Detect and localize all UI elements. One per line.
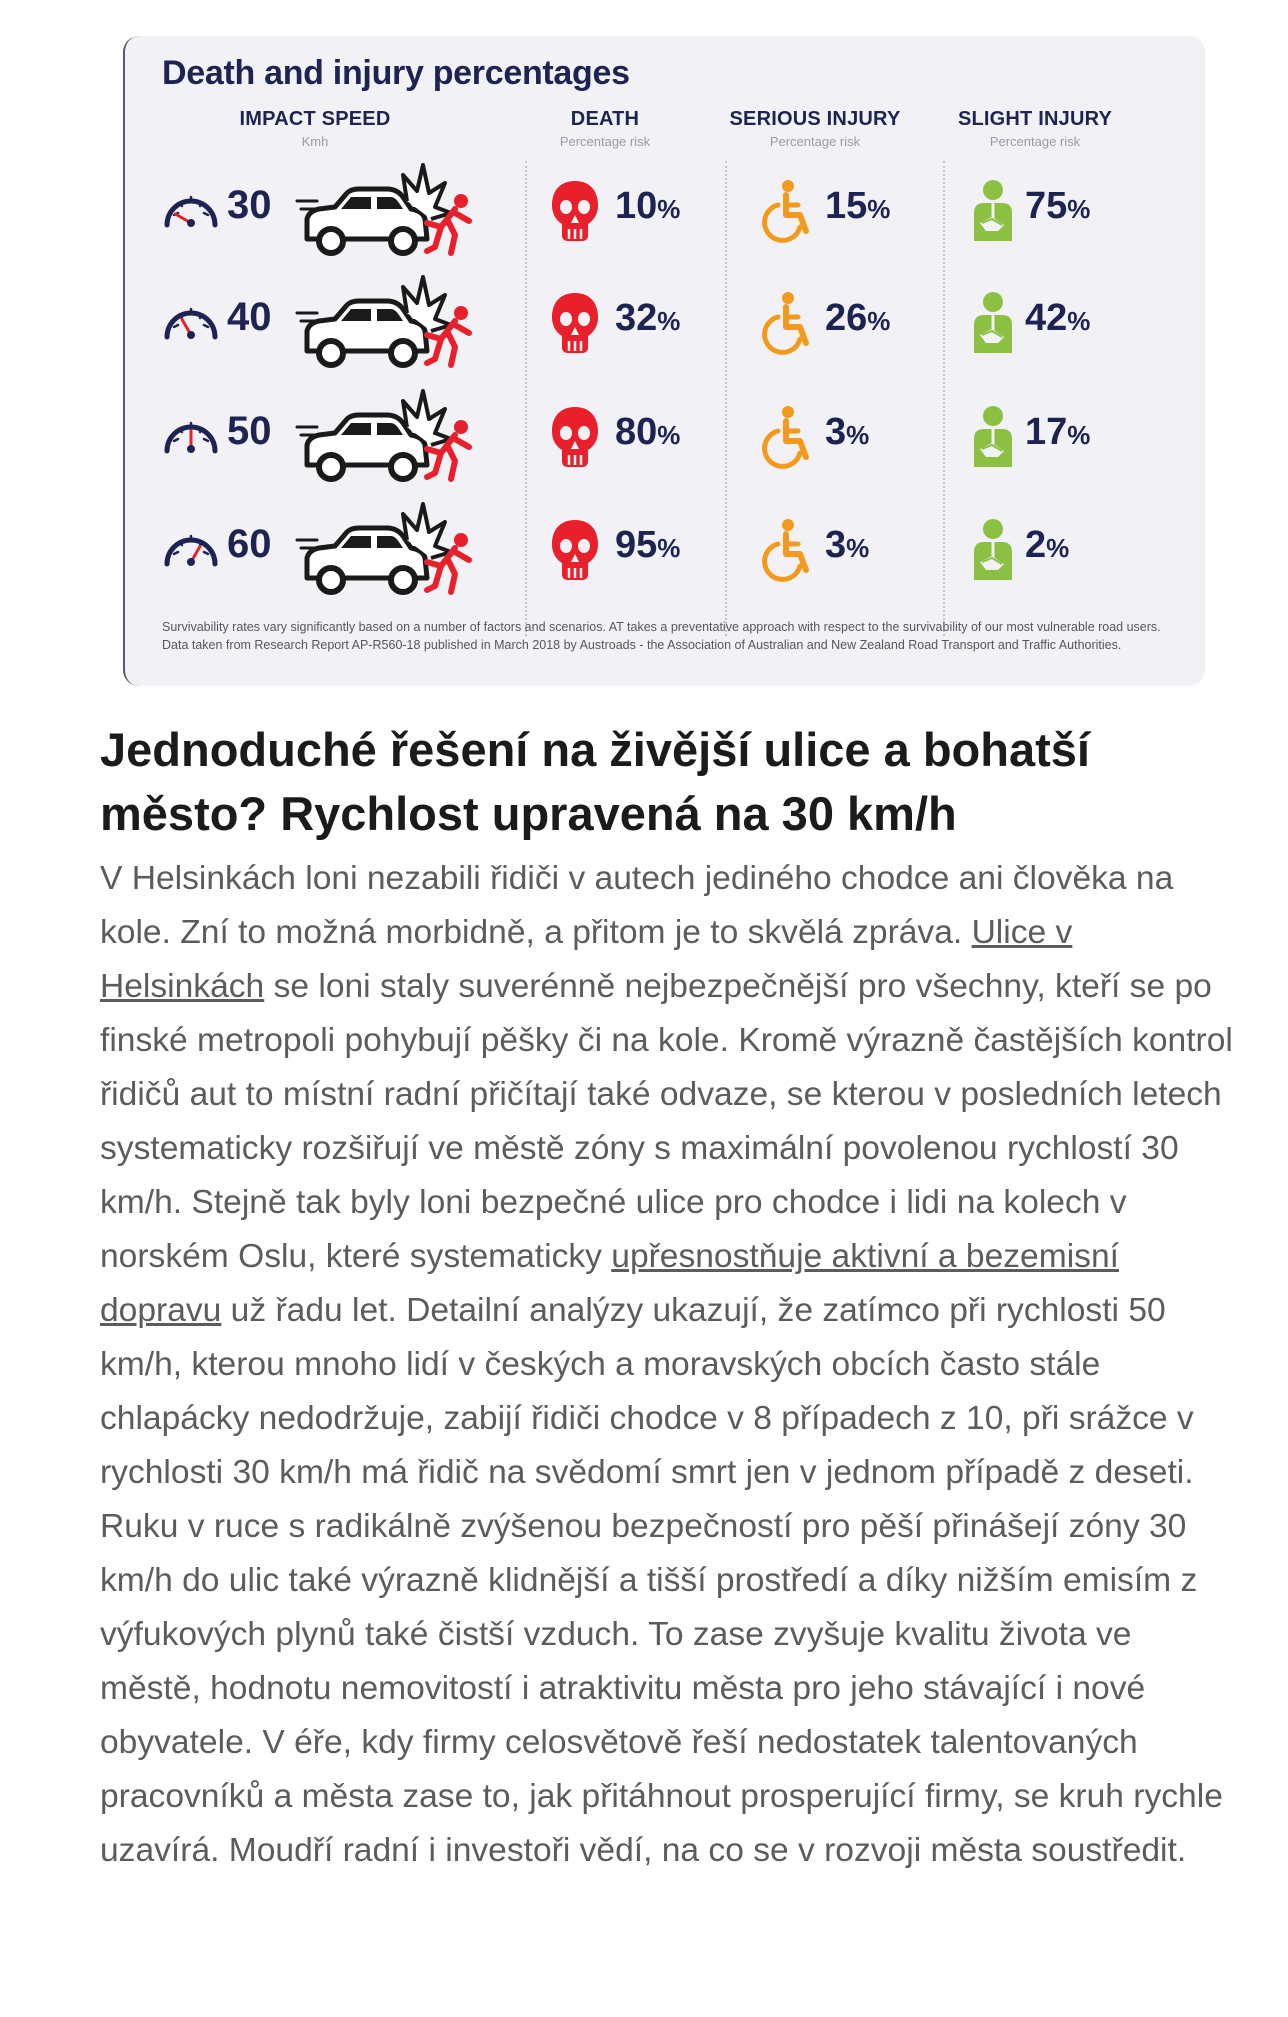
impact-speed-value: 50 bbox=[227, 409, 272, 453]
percent-symbol: % bbox=[657, 306, 681, 336]
car-crash-icon bbox=[295, 161, 475, 261]
skull-icon bbox=[550, 518, 600, 582]
link-helsinki-streets[interactable]: Ulice v Helsinkách bbox=[100, 914, 1073, 1005]
percent-symbol: % bbox=[657, 420, 681, 450]
serious-injury-percentage bbox=[825, 185, 890, 228]
column-sublabel: Kmh bbox=[301, 134, 329, 149]
column-header-death bbox=[525, 108, 685, 149]
column-header-impact-speed bbox=[205, 108, 425, 149]
death-percentage-value: 32 bbox=[615, 297, 658, 339]
death-percentage-value: 80 bbox=[615, 411, 658, 453]
slight-injury-percentage-value: 42 bbox=[1025, 297, 1068, 339]
percent-symbol: % bbox=[1067, 306, 1091, 336]
body-text: už řadu let. Detailní analýzy ukazují, že zatímco při rychlosti 50 km/h, kterou mnoho lidí v českých a moravských obcích často stále chlapácky nedodržuje, zabijí řidiči chodce v 8 případech z 10, při srážce v rychlosti 30 km/h má řidič na svědomí smrt jen v jednom případě z deseti. Ruku v ruce s radikálně zvýšenou bezpečností pro pěší přinášejí zóny 30 km/h do ulic také výrazně klidnější a tišší prostředí a díky nižším emisím z výfukových plynů také čistší vzduch. To zase zvyšuje kvalitu života ve městě, hodnotu nemovitostí i atraktivitu města pro jeho stávající i nové obyvatele. V éře, kdy firmy celosvětově řeší nedostatek talentovaných pracovníků a města zase to, jak přitáhnout prosperující firmy, se kruh rychle uzavírá. Moudří radní i investoři vědí, na co se v rozvoji města soustředit. bbox=[100, 1292, 1223, 1869]
link-active-transport[interactable]: upřesnostňuje aktivní a bezemisní dopravu bbox=[100, 1238, 1119, 1329]
percent-symbol: % bbox=[846, 533, 870, 563]
serious-injury-percentage bbox=[825, 524, 869, 567]
percent-symbol: % bbox=[867, 194, 891, 224]
death-percentage bbox=[615, 185, 680, 228]
column-label: SERIOUS INJURY bbox=[729, 108, 901, 130]
slight-injury-percentage bbox=[1025, 185, 1090, 228]
car-crash-icon bbox=[295, 387, 475, 487]
percent-symbol: % bbox=[1067, 420, 1091, 450]
injured-person-icon bbox=[970, 291, 1016, 355]
slight-injury-percentage bbox=[1025, 524, 1069, 567]
percent-symbol: % bbox=[846, 420, 870, 450]
slight-injury-percentage-value: 75 bbox=[1025, 185, 1068, 227]
speedometer-icon bbox=[161, 524, 221, 574]
percent-symbol: % bbox=[657, 194, 681, 224]
infographic bbox=[123, 36, 1205, 686]
serious-injury-percentage-value: 26 bbox=[825, 297, 868, 339]
column-label: SLIGHT INJURY bbox=[957, 108, 1113, 130]
wheelchair-icon bbox=[760, 291, 814, 355]
column-sublabel: Percentage risk bbox=[769, 134, 861, 149]
percent-symbol: % bbox=[867, 306, 891, 336]
death-percentage bbox=[615, 411, 680, 454]
column-sublabel: Percentage risk bbox=[989, 134, 1081, 149]
column-label: IMPACT SPEED bbox=[239, 108, 391, 130]
slight-injury-percentage bbox=[1025, 297, 1090, 340]
injured-person-icon bbox=[970, 179, 1016, 243]
column-header-serious-injury bbox=[715, 108, 915, 149]
speed-row bbox=[125, 161, 1205, 271]
column-sublabel: Percentage risk bbox=[559, 134, 651, 149]
slight-injury-percentage-value: 2 bbox=[1025, 524, 1047, 566]
skull-icon bbox=[550, 291, 600, 355]
body-text: se loni staly suverénně nejbezpečnější pro všechny, kteří se po finské metropoli pohybují pěšky či na kole. Kromě výrazně častějších kontrol řidičů aut to místní radní přičítají také odvaze, se kterou v posledních letech systematicky rozšiřují ve městě zóny s maximální povolenou rychlostí 30 km/h. Stejně tak byly loni bezpečné ulice pro chodce i lidi na kolech v norském Oslu, které systematicky bbox=[100, 968, 1233, 1275]
car-crash-icon bbox=[295, 500, 475, 600]
speed-row bbox=[125, 387, 1205, 497]
injured-person-icon bbox=[970, 518, 1016, 582]
death-percentage-value: 10 bbox=[615, 185, 658, 227]
serious-injury-percentage-value: 3 bbox=[825, 411, 847, 453]
impact-speed-value: 40 bbox=[227, 295, 272, 339]
infographic-title: Death and injury percentages bbox=[162, 54, 630, 92]
impact-speed-value: 60 bbox=[227, 522, 272, 566]
serious-injury-percentage-value: 15 bbox=[825, 185, 868, 227]
car-crash-icon bbox=[295, 273, 475, 373]
impact-speed-value: 30 bbox=[227, 183, 272, 227]
percent-symbol: % bbox=[1067, 194, 1091, 224]
wheelchair-icon bbox=[760, 405, 814, 469]
percent-symbol: % bbox=[657, 533, 681, 563]
speedometer-icon bbox=[161, 411, 221, 461]
death-percentage bbox=[615, 524, 680, 567]
article-body bbox=[100, 852, 1240, 1878]
column-label: DEATH bbox=[570, 108, 640, 130]
column-header-slight-injury bbox=[935, 108, 1135, 149]
death-percentage bbox=[615, 297, 680, 340]
death-percentage-value: 95 bbox=[615, 524, 658, 566]
wheelchair-icon bbox=[760, 179, 814, 243]
article-title: Jednoduché řešení na živější ulice a bohatší město? Rychlost upravená na 30 km/h bbox=[100, 723, 1090, 840]
slight-injury-percentage-value: 17 bbox=[1025, 411, 1068, 453]
speed-row bbox=[125, 500, 1205, 610]
body-text: V Helsinkách loni nezabili řidiči v autech jediného chodce ani člověka na kole. Zní to možná morbidně, a přitom je to skvělá zpráva. bbox=[100, 860, 1174, 951]
speedometer-icon bbox=[161, 297, 221, 347]
serious-injury-percentage bbox=[825, 411, 869, 454]
wheelchair-icon bbox=[760, 518, 814, 582]
speedometer-icon bbox=[161, 185, 221, 235]
skull-icon bbox=[550, 179, 600, 243]
serious-injury-percentage-value: 3 bbox=[825, 524, 847, 566]
injured-person-icon bbox=[970, 405, 1016, 469]
infographic-footnote: Survivability rates vary significantly based on a number of factors and scenarios. AT takes a preventative approach with respect to the survivability of our most vulnerable road users. Data taken from Research Report AP-R560-18 published in March 2018 by Austroads - the Association of Australian and New Zealand Road Transport and Traffic Authorities. bbox=[162, 620, 1161, 652]
skull-icon bbox=[550, 405, 600, 469]
speed-row bbox=[125, 273, 1205, 383]
serious-injury-percentage bbox=[825, 297, 890, 340]
percent-symbol: % bbox=[1046, 533, 1070, 563]
slight-injury-percentage bbox=[1025, 411, 1090, 454]
